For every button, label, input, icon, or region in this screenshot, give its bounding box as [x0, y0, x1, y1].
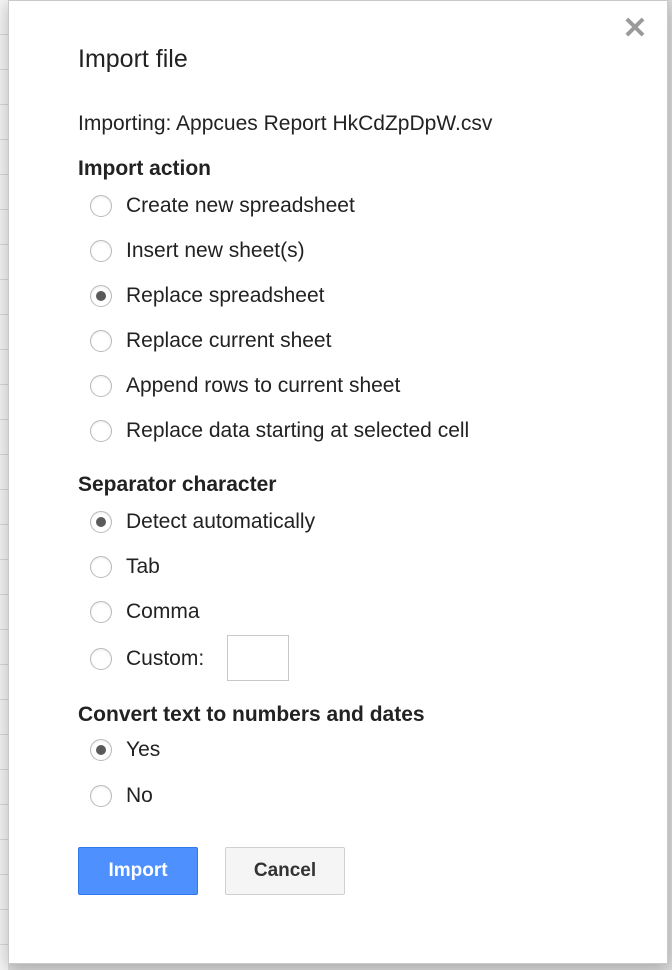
convert-heading: Convert text to numbers and dates — [78, 703, 425, 726]
radio-yes[interactable] — [90, 735, 160, 765]
radio-replace-data-at-selected-cell[interactable] — [90, 416, 469, 446]
close-icon[interactable]: ✕ — [622, 12, 648, 45]
radio-tab[interactable] — [90, 552, 160, 582]
radio-label: Tab — [126, 555, 160, 578]
radio-detect-automatically[interactable] — [90, 507, 315, 537]
import-button[interactable]: Import — [78, 847, 198, 895]
radio-label: Create new spreadsheet — [126, 194, 355, 217]
radio-comma[interactable] — [90, 597, 200, 627]
radio-label: Replace spreadsheet — [126, 284, 325, 307]
spreadsheet-background — [0, 0, 8, 970]
radio-label: Replace data starting at selected cell — [126, 419, 470, 442]
importing-filename: Importing: Appcues Report HkCdZpDpW.csv — [78, 112, 493, 135]
radio-label: Yes — [126, 738, 161, 761]
custom-separator-input[interactable] — [227, 635, 289, 681]
radio-label: Detect automatically — [126, 510, 316, 533]
radio-button[interactable] — [90, 648, 112, 670]
radio-button[interactable] — [90, 375, 112, 397]
import-action-heading: Import action — [78, 157, 212, 180]
radio-button[interactable] — [90, 420, 112, 442]
radio-button[interactable] — [90, 511, 112, 533]
import-file-dialog — [8, 0, 668, 964]
radio-button[interactable] — [90, 240, 112, 262]
radio-label: No — [126, 784, 153, 807]
radio-append-rows[interactable] — [90, 371, 400, 401]
radio-replace-spreadsheet[interactable] — [90, 281, 324, 311]
radio-replace-current-sheet[interactable] — [90, 326, 331, 356]
radio-create-new-spreadsheet[interactable] — [90, 191, 355, 221]
radio-button[interactable] — [90, 285, 112, 307]
radio-button[interactable] — [90, 601, 112, 623]
radio-label: Append rows to current sheet — [126, 374, 401, 397]
dialog-title: Import file — [78, 45, 188, 73]
radio-button[interactable] — [90, 556, 112, 578]
radio-label: Comma — [126, 600, 200, 623]
radio-label: Custom: — [126, 647, 205, 670]
radio-label: Insert new sheet(s) — [126, 239, 305, 262]
radio-label: Replace current sheet — [126, 329, 332, 352]
radio-button[interactable] — [90, 739, 112, 761]
radio-button[interactable] — [90, 785, 112, 807]
radio-custom[interactable] — [90, 644, 204, 674]
separator-heading: Separator character — [78, 473, 277, 496]
radio-button[interactable] — [90, 195, 112, 217]
radio-insert-new-sheets[interactable] — [90, 236, 305, 266]
radio-button[interactable] — [90, 330, 112, 352]
radio-no[interactable] — [90, 781, 153, 811]
cancel-button[interactable]: Cancel — [225, 847, 345, 895]
